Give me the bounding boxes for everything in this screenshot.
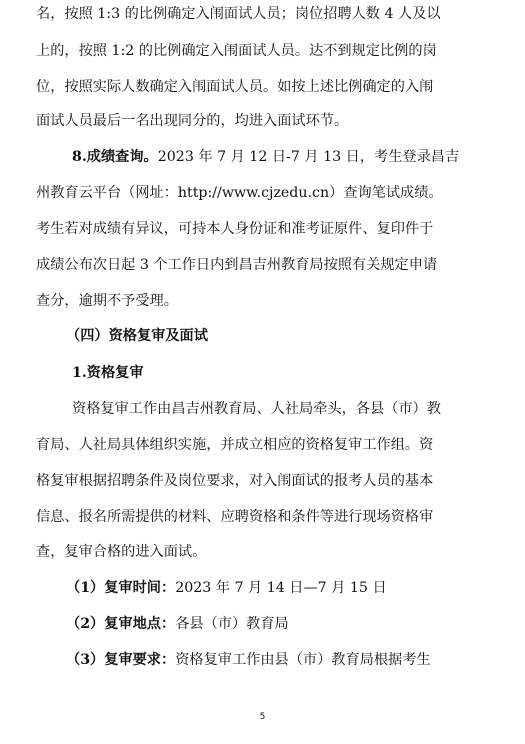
review-requirements-label: （3）复审要求： — [66, 652, 176, 668]
review-location-item — [0, 614, 525, 634]
review-time-value: 2023 年 7 月 14 日—7 月 15 日 — [175, 580, 387, 596]
text-line: 面试人员最后一名出现同分的，均进入面试环节。 — [36, 113, 349, 129]
review-location-value: 各县（市）教育局 — [175, 616, 289, 632]
score-inquiry-heading: 8.成绩查询。 — [72, 149, 158, 165]
text-line: 格复审根据招聘条件及岗位要求，对入闱面试的报考人员的基本 — [36, 473, 434, 489]
text-line: 查，复审合格的进入面试。 — [36, 544, 207, 560]
text-line: 上的，按照 1:2 的比例确定入闱面试人员。达不到规定比例的岗 — [36, 43, 437, 59]
text-line — [0, 147, 525, 167]
text-line: 查分，逾期不予受理。 — [36, 293, 178, 309]
text-span: 资格复审工作由县（市）教育局根据考生 — [175, 652, 431, 668]
review-time-label: （1）复审时间： — [66, 580, 176, 596]
text-line: 资格复审工作由昌吉州教育局、人社局牵头，各县（市）教 — [72, 401, 441, 417]
review-location-label: （2）复审地点： — [66, 616, 176, 632]
text-line: 考生若对成绩有异议，可持本人身份证和准考证原件、复印件于 — [36, 221, 434, 237]
text-line: 名，按照 1:3 的比例确定入闱面试人员；岗位招聘人数 4 人及以 — [36, 6, 441, 22]
text-line: 成绩公布次日起 3 个工作日内到昌吉州教育局按照有关规定申请 — [36, 257, 438, 273]
text-line: 位，按照实际人数确定入闱面试人员。如按上述比例确定的入闱 — [36, 79, 434, 95]
review-time-item — [0, 578, 525, 598]
text-span: 2023 年 7 月 12 日-7 月 13 日，考生登录昌吉 — [157, 149, 460, 165]
page-number: 5 — [259, 712, 266, 722]
text-line: 信息、报名所需提供的材料、应聘资格和条件等进行现场资格审 — [36, 509, 434, 525]
text-line — [0, 650, 525, 670]
text-line: 州教育云平台（网址：http://www.cjzedu.cn）查询笔试成绩。 — [36, 185, 443, 201]
text-line: 育局、人社局具体组织实施，并成立相应的资格复审工作组。资 — [36, 437, 434, 453]
subsection-heading: 1.资格复审 — [72, 365, 144, 381]
section-heading: （四）资格复审及面试 — [66, 328, 208, 344]
